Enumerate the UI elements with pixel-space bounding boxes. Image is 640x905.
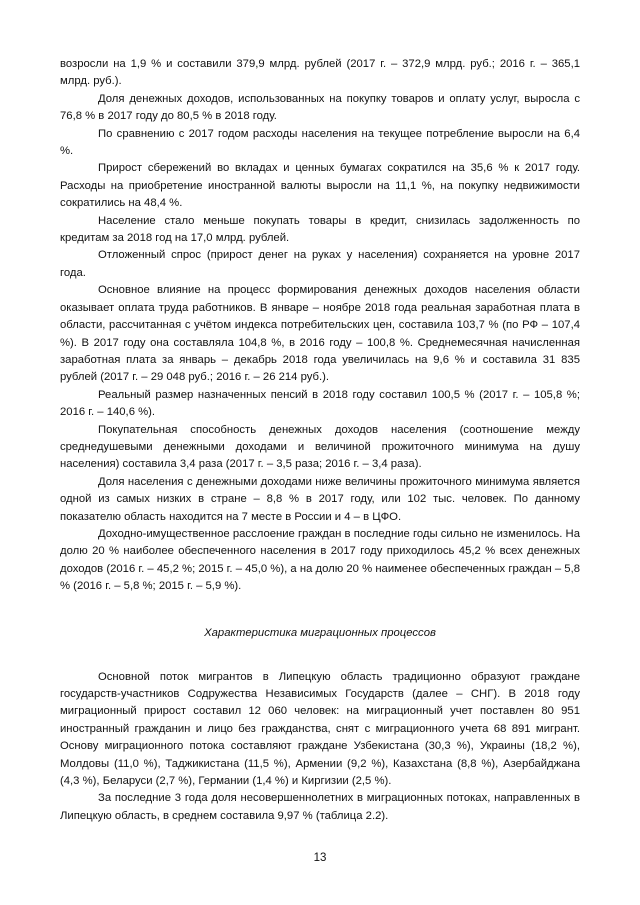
paragraph: Население стало меньше покупать товары в кредит, снизилась задолженность по кредитам за 2018 год на 17,0 млрд. рублей. [60,214,580,245]
paragraph: Доля денежных доходов, использованных на покупку товаров и оплату услуг, выросла с 76,8 % в 2017 году до 80,5 % в 2018 году. [60,92,580,123]
paragraph: По сравнению с 2017 годом расходы населения на текущее потребление выросли на 6,4 %. [60,127,580,158]
paragraph: возросли на 1,9 % и составили 379,9 млрд. рублей (2017 г. – 372,9 млрд. руб.; 2016 г. – 365,1 млрд. руб.). [60,58,580,88]
paragraph: Основной поток мигрантов в Липецкую область традиционно образуют граждане государств-участников Содружества Независимых Государств (далее – СНГ). В 2018 году миграционный прирост составил 12 060 человек: на миграционный учет поставлен 80 951 иностранный гражданин и лицо без гражданства, снят с миграционного учета 68 891 мигрант. Основу миграционного потока составляют граждане Узбекистана (30,3 %), Украины (18,2 %), Молдовы (11,0 %), Таджикистана (11,5 %), Армении (9,2 %), Казахстана (8,8 %), Азербайджана (4,3 %), Беларуси (2,7 %), Германии (1,4 %) и Киргизии (2,5 %). [60,670,580,788]
paragraph: Реальный размер назначенных пенсий в 2018 году составил 100,5 % (2017 г. – 105,8 %; 2016 г. – 140,6 %). [60,388,580,419]
paragraph: Прирост сбережений во вкладах и ценных бумагах сократился на 35,6 % к 2017 году. Расходы на приобретение иностранной валюты выросли на 11,1 %, на покупку недвижимости сократились на 48,4 %. [60,162,580,210]
paragraph: Доля населения с денежными доходами ниже величины прожиточного минимума является одной из самых низких в стране – 8,8 % в 2017 году, или 102 тыс. человек. По данному показателю область находится на 7 месте в России и 4 – в ЦФО. [60,475,580,523]
paragraph: Отложенный спрос (прирост денег на руках у населения) сохраняется на уровне 2017 года. [60,249,580,279]
paragraph: Основное влияние на процесс формирования денежных доходов населения области оказывает оплата труда работников. В январе – ноябре 2018 года реальная заработная плата в области, рассчитанная с учётом индекса потребительских цен, составила 103,7 % (по РФ – 107,4 %). В 2017 году она составляла 104,8 %, в 2016 году – 100,8 %. Среднемесячная начисленная заработная плата за январь – декабрь 2018 года увеличилась на 9,6 % и составила 31 835 рублей (2017 г. – 29 048 руб.; 2016 г. – 26 214 руб.). [60,284,580,384]
paragraph: Покупательная способность денежных доходов населения (соотношение между среднедушевыми денежными доходами и величиной прожиточного минимума на душу населения) составила 3,4 раза (2017 г. – 3,5 раза; 2016 г. – 3,4 раза). [60,423,580,471]
paragraph: За последние 3 года доля несовершеннолетних в миграционных потоках, направленных в Липецкую область, в среднем составила 9,97 % (таблица 2.2). [60,792,580,822]
paragraph: Доходно-имущественное расслоение граждан в последние годы сильно не изменилось. На долю 20 % наиболее обеспеченного населения в 2017 году приходилось 45,2 % всех денежных доходов (2016 г. – 45,2 %; 2015 г. – 45,0 %), а на долю 20 % наименее обеспеченных граждан – 5,8 % (2016 г. – 5,8 %; 2015 г. – 5,9 %). [60,527,580,593]
document-page [60,56,580,825]
section-title: Характеристика миграционных процессов [204,626,436,639]
page-number: 13 [313,852,327,864]
